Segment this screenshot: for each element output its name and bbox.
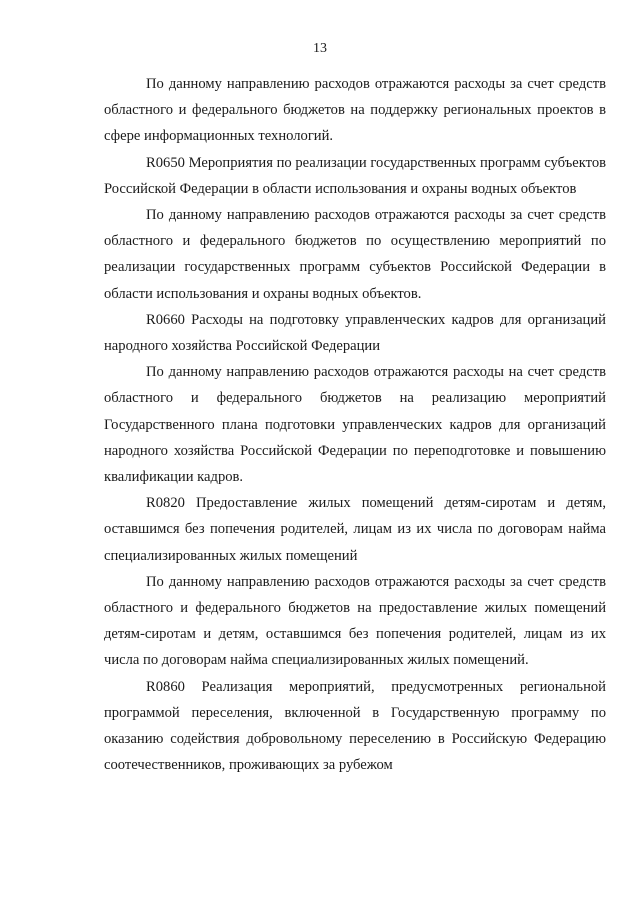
paragraph-spending-description: По данному направлению расходов отражаются расходы за счет средств областного и федерального бюджетов на предоставление жилых помещений детям-сиротам и детям, оставшимся без попечения родителей, лицам из их числа по договорам найма специализированных жилых помещений. xyxy=(104,573,606,669)
paragraph-spending-description: По данному направлению расходов отражаются расходы за счет средств областного и федерального бюджетов на поддержку региональных проектов в сфере информационных технологий. xyxy=(104,76,606,145)
paragraph-heading-r0860: R0860 Реализация мероприятий, предусмотренных региональной программой переселения, включенной в Государственную программу по оказанию содействия добровольному переселению в Российскую Федерацию соотечественников, проживающих за рубежом xyxy=(104,678,606,774)
paragraph-spending-description: По данному направлению расходов отражаются расходы за счет средств областного и федерального бюджетов по осуществлению мероприятий по реализации государственных программ субъектов Российской Федерации в области использования и охраны водных объектов. xyxy=(104,207,606,302)
page-number: 13 xyxy=(313,41,327,56)
paragraph-heading-r0660: R0660 Расходы на подготовку управленческих кадров для организаций народного хозяйства Российской Федерации xyxy=(104,311,606,355)
document-body xyxy=(104,71,606,778)
paragraph-heading-r0650: R0650 Мероприятия по реализации государственных программ субъектов Российской Федерации в области использования и охраны водных объектов xyxy=(104,154,607,197)
paragraph-heading-r0820: R0820 Предоставление жилых помещений детям-сиротам и детям, оставшимся без попечения родителей, лицам из их числа по договорам найма специализированных жилых помещений xyxy=(104,495,606,564)
paragraph-spending-description: По данному направлению расходов отражаются расходы на счет средств областного и федерального бюджетов на реализацию мероприятий Государственного плана подготовки управленческих кадров для организаций народного хозяйства Российской Федерации по переподготовке и повышению квалификации кадров. xyxy=(104,364,606,486)
